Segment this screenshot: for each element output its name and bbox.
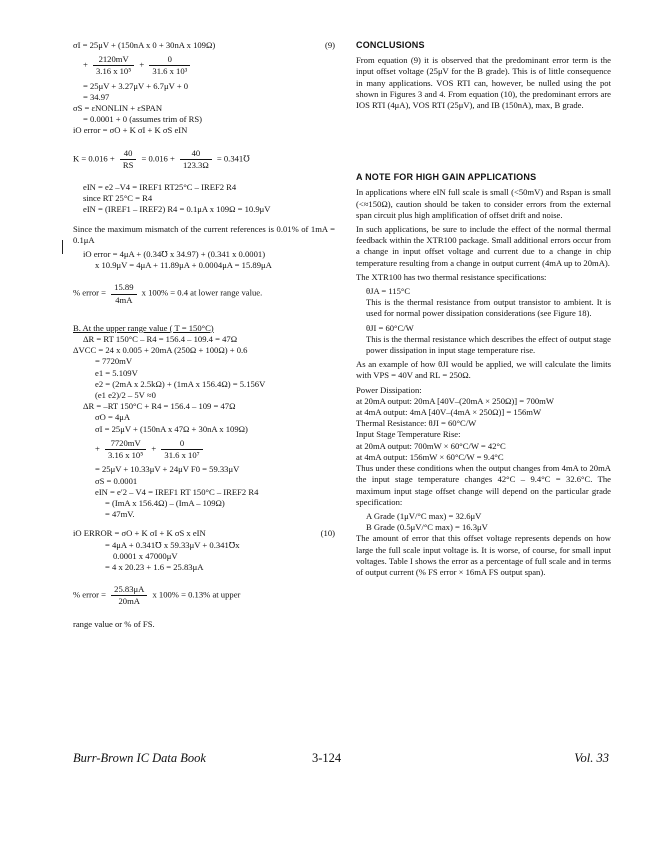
sum-line-1: = 25μV + 3.27μV + 6.7μV + 0 (83, 80, 189, 91)
mismatch-paragraph: Since the maximum mismatch of the current references is 0.01% of 1mA = 0.1μA (73, 223, 335, 245)
b-line: = 47mV. (105, 509, 135, 520)
b-line: e1 = 5.109V (95, 367, 138, 378)
k-equation: K = 0.016 + $\frac{40}{RS}$ = 0.016 + $\frac{40}{123.3\Omega}$ = 0.341℧ (73, 147, 250, 170)
b-fraction-line: + $\frac{7720mV}{\text{3.16 x 10⁵}}$ + $\frac{0}{\text{31.6 x 10⁷}}$ (73, 438, 335, 461)
percent-error-upper: % error = $\frac{25.83\mu A}{20mA}$ x 100% = 0.13% at upper (73, 584, 241, 607)
b-line: eIN = e′2 – V4 = IREF1 RT 150°C – IREF2 R4 (95, 486, 259, 497)
b-line: = 7720mV (95, 356, 133, 367)
b-line: = 25μV + 10.33μV + 24μV F0 = 59.33μV (95, 464, 240, 475)
b-line: σS = 0.0001 (95, 475, 138, 486)
footer-page-number: 3-124 (312, 751, 342, 765)
high-gain-heading: A NOTE FOR HIGH GAIN APPLICATIONS (356, 172, 537, 183)
b-line: (e1 e2)/2 – 5V ≈0 (95, 390, 156, 401)
grade-a-line: A Grade (1μV/°C max) = 32.6μV (366, 510, 482, 521)
conclusions-paragraph: From equation (9) it is observed that the predominant error term is the input offset voltage (25μV for the B grade). This is of little consequence in many applications. VOS RTI can, however, be nulled using the pot shown in Figures 3 and 4. From equation (10), the predominant errors are IOS RTI (4μA), VOS RTI (25μV), and IB (150nA), max, B grade. (356, 55, 611, 111)
rise-line-20ma: at 20mA output: 700mW × 60°C/W = 42°C (356, 440, 506, 451)
b-line: ΔVCC = 24 x 0.005 + 20mA (250Ω + 100Ω) + 0.6 (73, 345, 248, 356)
fraction: $\frac{40}{123.3\Omega}$ (180, 148, 212, 171)
left-column (73, 40, 335, 630)
power-line-4ma: at 4mA output: 4mA [40V–(4mA × 250Ω)] = 156mW (356, 407, 542, 418)
fraction: $\frac{40}{RS}$ (120, 148, 137, 171)
rise-line-4ma: at 4mA output: 156mW × 60°C/W = 9.4°C (356, 451, 504, 462)
b-line: = 4 x 20.23 + 1.6 = 25.83μA (105, 561, 204, 572)
power-line-20ma: at 20mA output: 20mA [40V–(20mA × 250Ω)] = 700mW (356, 395, 554, 406)
io-value-line-1: iO error = 4μA + (0.34℧ x 34.97) + (0.341 x 0.0001) (83, 249, 266, 260)
fraction: $\frac{7720mV}{\text{3.16 x 10⁵}}$ (105, 438, 146, 461)
margin-change-bar (62, 240, 63, 254)
percent-error-lower: % error = $\frac{15.89}{4mA}$ x 100% = 0.4 at lower range value. (73, 282, 263, 305)
b-line: e2 = (2mA x 2.5kΩ) + (1mA x 156.4Ω) = 5.156V (95, 378, 266, 389)
power-heading: Power Dissipation: (356, 384, 422, 395)
fraction: $\frac{25.83\mu A}{20mA}$ (111, 584, 147, 607)
b-line: 0.0001 x 47000μV (113, 550, 178, 561)
sigma-s-value: = 0.0001 + 0 (assumes trim of RS) (83, 114, 203, 125)
theta-ja-description: This is the thermal resistance from output transistor to ambient. It is used for normal power dissipation considerations (see Figure 18). (366, 297, 611, 319)
fraction: $\frac{0}{\text{31.6 x 10⁷}}$ (161, 438, 202, 461)
theta-ji: θJI = 60°C/W (366, 322, 414, 333)
b-line: = (ImA x 156.4Ω) – (ImA – 109Ω) (105, 497, 225, 508)
amount-paragraph: The amount of error that this offset voltage represents depends on how large the full scale input voltage is. It is worse, of course, for small input voltages. Table I shows the error as a percentage of full scale and in terms of output current (% FS error × 16mA FS output span). (356, 533, 611, 577)
ein-line-1: eIN = e2 –V4 = IREF1 RT25°C – IREF2 R4 (83, 182, 237, 193)
grade-b-line: B Grade (0.5μV/°C max) = 16.3μV (366, 522, 488, 533)
section-b-heading: B. At the upper range value ( T = 150°C) (73, 322, 214, 333)
example-paragraph: As an example of how θJI would be applied, we will calculate the limits with VPS = 40V and RL = 250Ω. (356, 359, 611, 381)
conclusions-heading: CONCLUSIONS (356, 40, 425, 50)
footer-volume: Vol. 33 (574, 751, 609, 765)
equation-9-number: (9) (324, 40, 335, 50)
b-line: = 4μA + 0.341℧ x 59.33μV + 0.341℧x (105, 539, 240, 550)
b-line: σI = 25μV + (150nA x 47Ω + 30nA x 109Ω) (95, 423, 248, 434)
fraction-line-1: + $\frac{2120mV}{\text{3.16 x 10⁵}}$ + $\frac{0}{\text{31.6 x 10³}}$ (73, 54, 335, 77)
theta-ja: θJA = 115°C (366, 286, 411, 297)
b-line: ΔR = RT 150°C – R4 = 156.4 – 109.4 = 47Ω (83, 334, 238, 345)
final-line: range value or % of FS. (73, 618, 155, 629)
equation-10 (73, 528, 335, 539)
note-paragraph-2: In such applications, be sure to include the effect of the normal thermal feedback within the XTR100 package. Small additional errors occur from a change in input offset voltage and current due to a change in chip temperature resulting from a change in output current (4mA up to 20mA). (356, 224, 611, 268)
footer-book-title: Burr-Brown IC Data Book (73, 751, 206, 765)
equation-9-text: σI = 25μV + (150nA x 0 + 30nA x 109Ω) (73, 40, 216, 50)
rise-heading: Input Stage Temperature Rise: (356, 429, 461, 440)
right-column (356, 40, 611, 581)
sigma-s-def: σS = εNONLIN + εSPAN (73, 103, 163, 114)
io-value-line-2: x 10.9μV = 4μA + 11.89μA + 0.0004μA = 15.89μA (95, 260, 272, 271)
b-line: ΔR = –RT 150°C + R4 = 156.4 – 109 = 47Ω (83, 401, 236, 412)
equation-10-number: (10) (320, 528, 335, 539)
ein-line-2: eIN = (IREF1 – IREF2) R4 = 0.1μA x 109Ω = 10.9μV (83, 204, 271, 215)
note-paragraph-1: In applications where eIN full scale is small (<50mV) and Rspan is small (<≈150Ω), caution should be taken to consider errors from the external span circuit plus high amplification of offset drift and noise. (356, 187, 611, 220)
note-paragraph-3: The XTR100 has two thermal resistance specifications: (356, 271, 547, 282)
b-line: σO = 4μA (95, 412, 131, 423)
theta-ji-description: This is the thermal resistance which describes the effect of output stage power dissipation in input stage temperature rise. (366, 333, 611, 356)
fraction: $\frac{15.89}{4mA}$ (111, 282, 136, 305)
equation-10-text: iO ERROR = σO + K σI + K σS x eIN (73, 528, 206, 539)
thus-paragraph: Thus under these conditions when the output changes from 4mA to 20mA the input stage temperature changes 42°C – 9.4°C = 32.6°C. The maximum input stage offset change will depend on the particular grade specification: (356, 463, 611, 507)
fraction: $\frac{2120mV}{\text{3.16 x 10⁵}}$ (93, 54, 134, 77)
since-line: since RT 25°C = R4 (83, 193, 153, 204)
io-error-equation: iO error = σO + K σI + K σS eIN (73, 125, 188, 136)
fraction: $\frac{0}{\text{31.6 x 10³}}$ (149, 54, 190, 77)
equation-9 (73, 40, 335, 51)
sum-line-2: = 34.97 (83, 91, 110, 102)
thermal-resistance-line: Thermal Resistance: θJI = 60°C/W (356, 418, 477, 429)
